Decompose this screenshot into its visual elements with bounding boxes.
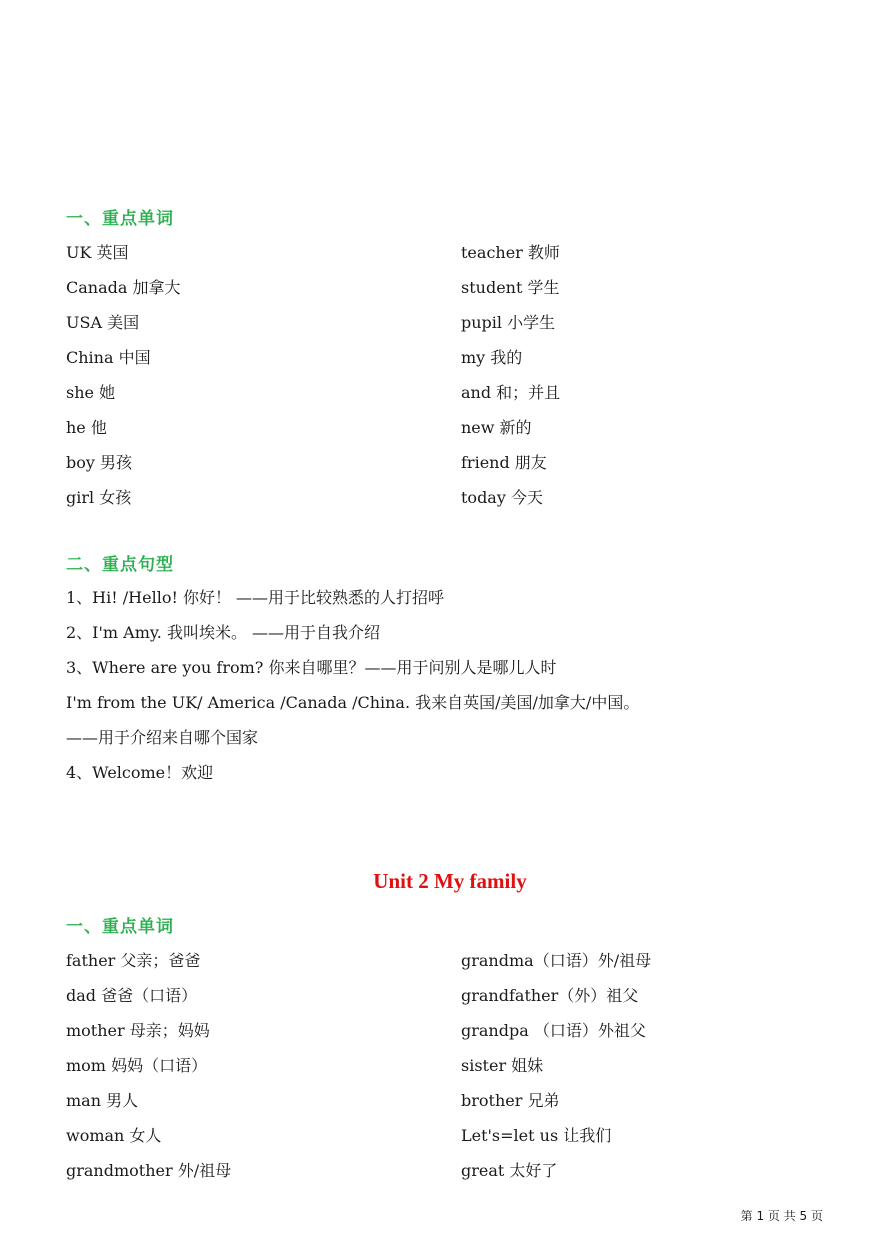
- vocab-item: great 太好了: [461, 1161, 558, 1180]
- vocab-item: grandma（口语）外/祖母: [461, 951, 652, 970]
- vocab-item: boy 男孩: [66, 453, 133, 472]
- section-heading-key-words: 一、重点单词: [66, 917, 174, 937]
- vocab-item: pupil 小学生: [461, 313, 556, 332]
- vocab-item: USA 美国: [66, 313, 140, 332]
- vocab-item: Let's=let us 让我们: [461, 1126, 612, 1145]
- vocab-item: today 今天: [461, 488, 543, 507]
- vocab-item: woman 女人: [66, 1126, 162, 1145]
- vocab-item: girl 女孩: [66, 488, 132, 507]
- vocab-item: China 中国: [66, 348, 151, 367]
- vocab-item: UK 英国: [66, 243, 129, 262]
- page-number: 第 1 页 共 5 页: [740, 1209, 823, 1223]
- vocab-item: friend 朋友: [461, 453, 547, 472]
- sentence-line: ——用于介绍来自哪个国家: [66, 728, 259, 747]
- unit-title: Unit 2 My family: [373, 869, 527, 893]
- sentence-line: 4、Welcome！欢迎: [66, 763, 214, 782]
- section-heading-key-words: 一、重点单词: [66, 209, 174, 229]
- vocab-item: teacher 教师: [461, 243, 560, 262]
- vocab-item: he 他: [66, 418, 107, 437]
- vocab-item: and 和；并且: [461, 383, 561, 402]
- vocab-item: grandfather（外）祖父: [461, 986, 639, 1005]
- vocab-item: brother 兄弟: [461, 1091, 560, 1110]
- vocab-item: mom 妈妈（口语）: [66, 1056, 208, 1075]
- sentence-line: 3、Where are you from? 你来自哪里？——用于问别人是哪儿人时: [66, 658, 557, 677]
- vocab-item: Canada 加拿大: [66, 278, 181, 297]
- vocab-item: she 她: [66, 383, 116, 402]
- vocab-item: my 我的: [461, 348, 523, 367]
- vocab-item: grandmother 外/祖母: [66, 1161, 232, 1180]
- section-heading-key-sentences: 二、重点句型: [66, 555, 174, 575]
- vocab-item: father 父亲；爸爸: [66, 951, 201, 970]
- sentence-line: I'm from the UK/ America /Canada /China. 我来自英国/美国/加拿大/中国。: [66, 693, 640, 712]
- vocab-item: mother 母亲；妈妈: [66, 1021, 210, 1040]
- sentence-line: 1、Hi! /Hello! 你好！ ——用于比较熟悉的人打招呼: [66, 588, 445, 607]
- vocab-item: sister 姐妹: [461, 1056, 544, 1075]
- vocab-item: grandpa （口语）外祖父: [461, 1021, 646, 1040]
- vocab-item: dad 爸爸（口语）: [66, 986, 198, 1005]
- vocab-item: man 男人: [66, 1091, 139, 1110]
- vocab-item: new 新的: [461, 418, 532, 437]
- sentence-line: 2、I'm Amy. 我叫埃米。 ——用于自我介绍: [66, 623, 381, 642]
- vocab-item: student 学生: [461, 278, 560, 297]
